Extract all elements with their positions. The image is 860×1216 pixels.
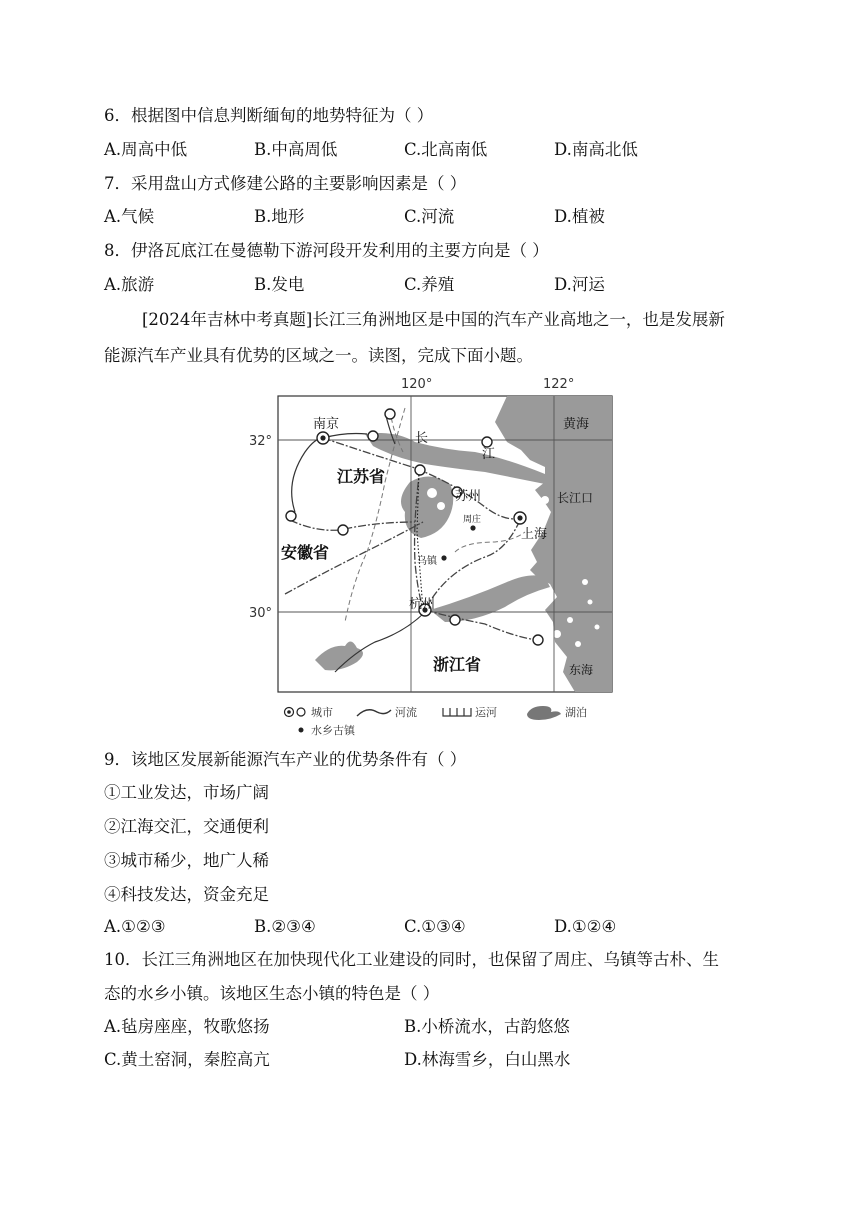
q9-stem: 9．该地区发展新能源汽车产业的优势条件有（ ） bbox=[104, 750, 467, 769]
lon-label-122: 122° bbox=[543, 377, 575, 392]
legend-canal: 运河 bbox=[475, 706, 497, 719]
q6-stem: 6．根据图中信息判断缅甸的地势特征为（ ） bbox=[104, 106, 434, 125]
q6-option-a: A.周高中低 bbox=[104, 140, 188, 159]
q9-item-2: ②江海交汇，交通便利 bbox=[104, 817, 269, 836]
q8-option-c: C.养殖 bbox=[404, 275, 455, 294]
map-legend bbox=[285, 705, 588, 737]
q7-option-b: B.地形 bbox=[254, 207, 305, 226]
city-marker bbox=[482, 437, 492, 447]
label-jiangsu: 江苏省 bbox=[337, 467, 386, 486]
label-hangzhou: 杭州 bbox=[409, 597, 436, 612]
label-zhejiang: 浙江省 bbox=[433, 655, 482, 674]
q10-option-b: B.小桥流水，古韵悠悠 bbox=[404, 1017, 570, 1036]
lat-label-32: 32° bbox=[249, 434, 273, 449]
label-wuzhen: 乌镇 bbox=[417, 556, 437, 567]
island bbox=[541, 496, 549, 504]
q6-option-b: B.中高周低 bbox=[254, 140, 338, 159]
q10-option-a: A.毡房座座，牧歌悠扬 bbox=[104, 1017, 270, 1036]
lat-label-30: 30° bbox=[249, 606, 273, 621]
q7-option-c: C.河流 bbox=[404, 207, 455, 226]
city-marker bbox=[385, 409, 395, 419]
intro-line-1: [2024年吉林中考真题]长江三角洲地区是中国的汽车产业高地之一，也是发展新 bbox=[142, 310, 725, 329]
q10-stem-line-1: 10．长江三角洲地区在加快现代化工业建设的同时，也保留了周庄、乌镇等古朴、生 bbox=[104, 950, 719, 969]
q9-item-3: ③城市稀少，地广人稀 bbox=[104, 851, 269, 870]
label-nanjing: 南京 bbox=[313, 417, 340, 432]
q8-option-b: B.发电 bbox=[254, 275, 305, 294]
q9-item-4: ④科技发达，资金充足 bbox=[104, 885, 269, 904]
q8-stem: 8．伊洛瓦底江在曼德勒下游河段开发利用的主要方向是（ ） bbox=[104, 241, 549, 260]
q7-option-d: D.植被 bbox=[554, 207, 605, 226]
lon-label-120: 120° bbox=[401, 377, 433, 392]
intro-line-2: 能源汽车产业具有优势的区域之一。读图，完成下面小题。 bbox=[104, 346, 533, 365]
town-marker-zhouzhuang bbox=[470, 525, 475, 530]
q9-item-1: ①工业发达，市场广阔 bbox=[104, 783, 269, 802]
island bbox=[588, 600, 593, 605]
city-marker bbox=[533, 635, 543, 645]
lake-island bbox=[437, 502, 445, 510]
legend-river: 河流 bbox=[395, 706, 417, 719]
q7-option-a: A.气候 bbox=[104, 207, 155, 226]
label-zhouzhuang: 周庄 bbox=[463, 515, 482, 525]
q6-option-c: C.北高南低 bbox=[404, 140, 488, 159]
label-anhui: 安徽省 bbox=[281, 543, 330, 562]
island bbox=[567, 617, 573, 623]
legend-city: 城市 bbox=[311, 706, 333, 719]
island bbox=[595, 625, 600, 630]
label-chang: 长 bbox=[415, 431, 429, 446]
q6-option-d: D.南高北低 bbox=[554, 140, 638, 159]
yangtze-delta-map bbox=[245, 372, 645, 744]
q9-option-c: C.①③④ bbox=[404, 917, 466, 936]
city-marker bbox=[286, 511, 296, 521]
city-marker bbox=[450, 615, 460, 625]
q8-option-a: A.旅游 bbox=[104, 275, 155, 294]
legend-town: 水乡古镇 bbox=[311, 724, 355, 737]
intro-paragraph bbox=[104, 302, 754, 374]
city-marker bbox=[368, 431, 378, 441]
q10-stem-line-2: 态的水乡小镇。该地区生态小镇的特色是（ ） bbox=[104, 984, 440, 1003]
q9-option-a: A.①②③ bbox=[104, 917, 166, 936]
island bbox=[582, 579, 588, 585]
q7-stem: 7．采用盘山方式修建公路的主要影响因素是（ ） bbox=[104, 174, 467, 193]
legend-lake: 湖泊 bbox=[565, 706, 587, 719]
label-suzhou: 苏州 bbox=[455, 489, 482, 504]
label-changjiangkou: 长江口 bbox=[557, 491, 594, 505]
lake-island bbox=[427, 488, 437, 498]
q9-option-b: B.②③④ bbox=[254, 917, 316, 936]
label-huanghai: 黄海 bbox=[563, 417, 590, 432]
island bbox=[575, 641, 581, 647]
label-donghai: 东海 bbox=[569, 663, 594, 677]
label-shanghai: 上海 bbox=[521, 527, 548, 542]
q8-option-d: D.河运 bbox=[554, 275, 605, 294]
q10-option-d: D.林海雪乡，白山黑水 bbox=[404, 1050, 571, 1069]
city-marker bbox=[415, 465, 425, 475]
q10-option-c: C.黄土窑洞，秦腔高亢 bbox=[104, 1050, 270, 1069]
label-jiang: 江 bbox=[482, 447, 496, 462]
q9-option-d: D.①②④ bbox=[554, 917, 617, 936]
city-marker bbox=[338, 525, 348, 535]
town-marker-wuzhen bbox=[441, 555, 446, 560]
